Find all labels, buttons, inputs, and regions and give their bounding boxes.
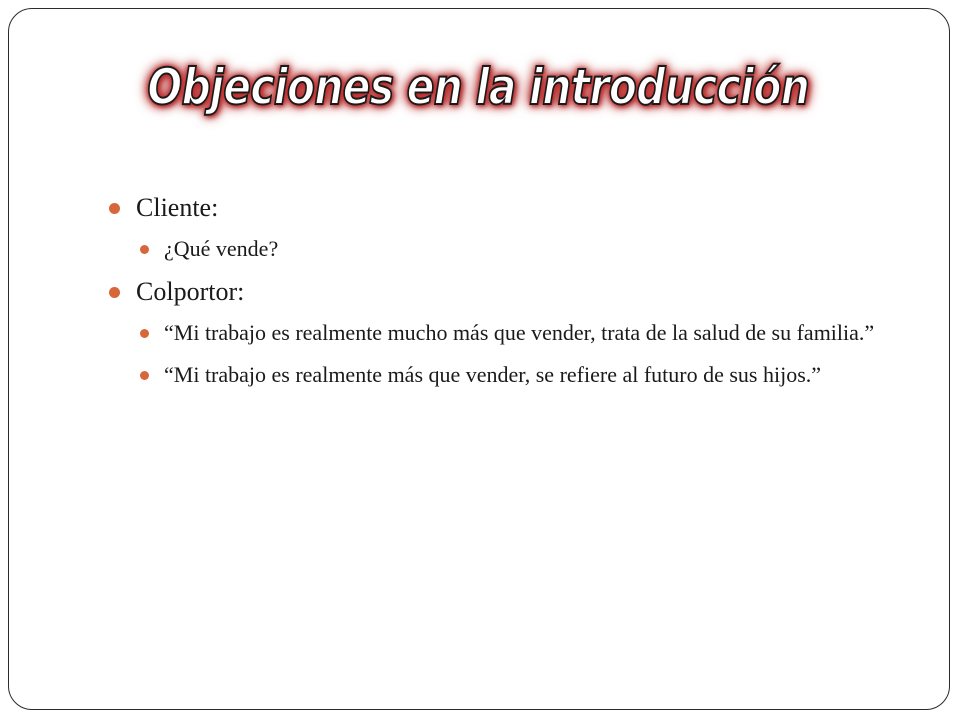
subbullet-salud-familia [138,318,906,348]
subbullet-text: “Mi trabajo es realmente mucho más que vender, trata de la salud de su familia.” [164,320,875,345]
bullet-dot-icon [109,203,120,214]
bullet-dot-icon [140,371,149,380]
slide-content [106,192,906,402]
subbullet-futuro-hijos [138,360,906,390]
bullet-dot-icon [109,287,120,298]
bullet-colportor [106,276,906,308]
subbullet-text: ¿Qué vende? [164,236,279,261]
bullet-cliente [106,192,906,224]
subbullet-que-vende [138,234,906,264]
bullet-text: Cliente: [136,193,219,222]
bullet-dot-icon [140,329,149,338]
slide-title: Objeciones en la introducción [147,58,809,116]
subbullet-text: “Mi trabajo es realmente más que vender, se refiere al futuro de sus hijos.” [164,362,822,387]
bullet-dot-icon [140,245,149,254]
bullet-text: Colportor: [136,277,245,306]
